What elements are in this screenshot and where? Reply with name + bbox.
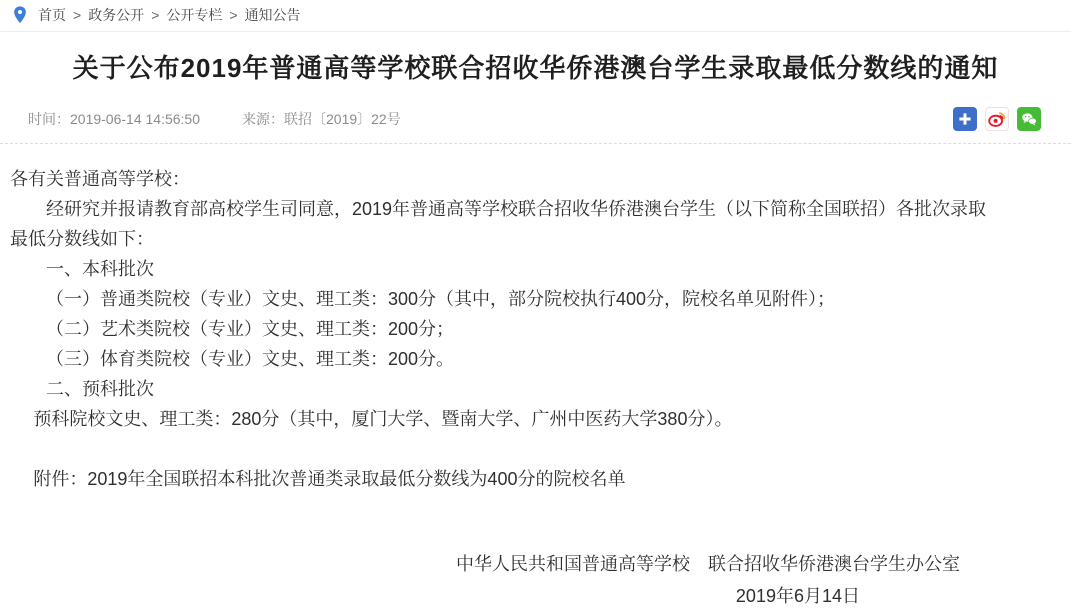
breadcrumb-separator: >	[151, 7, 160, 23]
breadcrumb-separator: >	[229, 7, 238, 23]
breadcrumb-item-home[interactable]: 首页	[38, 7, 66, 23]
location-pin-icon	[12, 5, 28, 25]
share-toolbar	[953, 107, 1041, 131]
paragraph-item-yishu: （二）艺术类院校（专业）文史、理工类：200分；	[46, 319, 455, 339]
breadcrumb	[0, 0, 1071, 32]
wechat-icon	[1019, 109, 1039, 129]
breadcrumb-item-notices[interactable]: 通知公告	[244, 7, 301, 23]
meta-time-value: 2019-06-14 14:56:50	[70, 111, 200, 127]
paragraph-item-putong: （一）普通类院校（专业）文史、理工类：300分（其中，部分院校执行400分，院校名单见附件）；	[46, 289, 836, 309]
breadcrumb-item-special-column[interactable]: 公开专栏	[166, 7, 223, 23]
meta-time-label: 时间：	[28, 111, 70, 127]
share-more-button[interactable]	[953, 107, 977, 131]
wechat-share-button[interactable]	[1017, 107, 1041, 131]
meta-source	[242, 109, 401, 129]
share-plus-icon	[956, 110, 974, 128]
paragraph-intro: 经研究并报请教育部高校学生司同意，2019年普通高等学校联合招收华侨港澳台学生（以下简称全国联招）各批次录取最低分数线如下：	[10, 199, 987, 249]
paragraph-yuke-detail: 预科院校文史、理工类：280分（其中，厦门大学、暨南大学、广州中医药大学380分）。	[33, 409, 733, 429]
weibo-icon	[986, 108, 1008, 130]
meta-bar	[0, 95, 1071, 144]
signature-date: 2019年6月14日	[735, 586, 860, 606]
paragraph-section-yuke: 二、预科批次	[46, 379, 154, 399]
weibo-share-button[interactable]	[985, 107, 1009, 131]
paragraph-salutation: 各有关普通高等学校：	[10, 169, 190, 189]
signature-block	[10, 548, 1000, 612]
breadcrumb-item-gov-info[interactable]: 政务公开	[88, 7, 145, 23]
paragraph-section-benke: 一、本科批次	[46, 259, 154, 279]
article-body	[0, 144, 1000, 612]
breadcrumb-separator: >	[73, 7, 82, 23]
signature-org: 中华人民共和国普通高等学校 联合招收华侨港澳台学生办公室	[456, 554, 960, 574]
paragraph-item-tiyu: （三）体育类院校（专业）文史、理工类：200分。	[46, 349, 455, 369]
meta-source-label: 来源：	[242, 111, 284, 127]
meta-source-value: 联招〔2019〕22号	[284, 111, 401, 127]
meta-time	[28, 109, 200, 129]
attachment-line: 附件：2019年全国联招本科批次普通类录取最低分数线为400分的院校名单	[33, 469, 626, 489]
page-title: 关于公布2019年普通高等学校联合招收华侨港澳台学生录取最低分数线的通知	[72, 53, 999, 83]
